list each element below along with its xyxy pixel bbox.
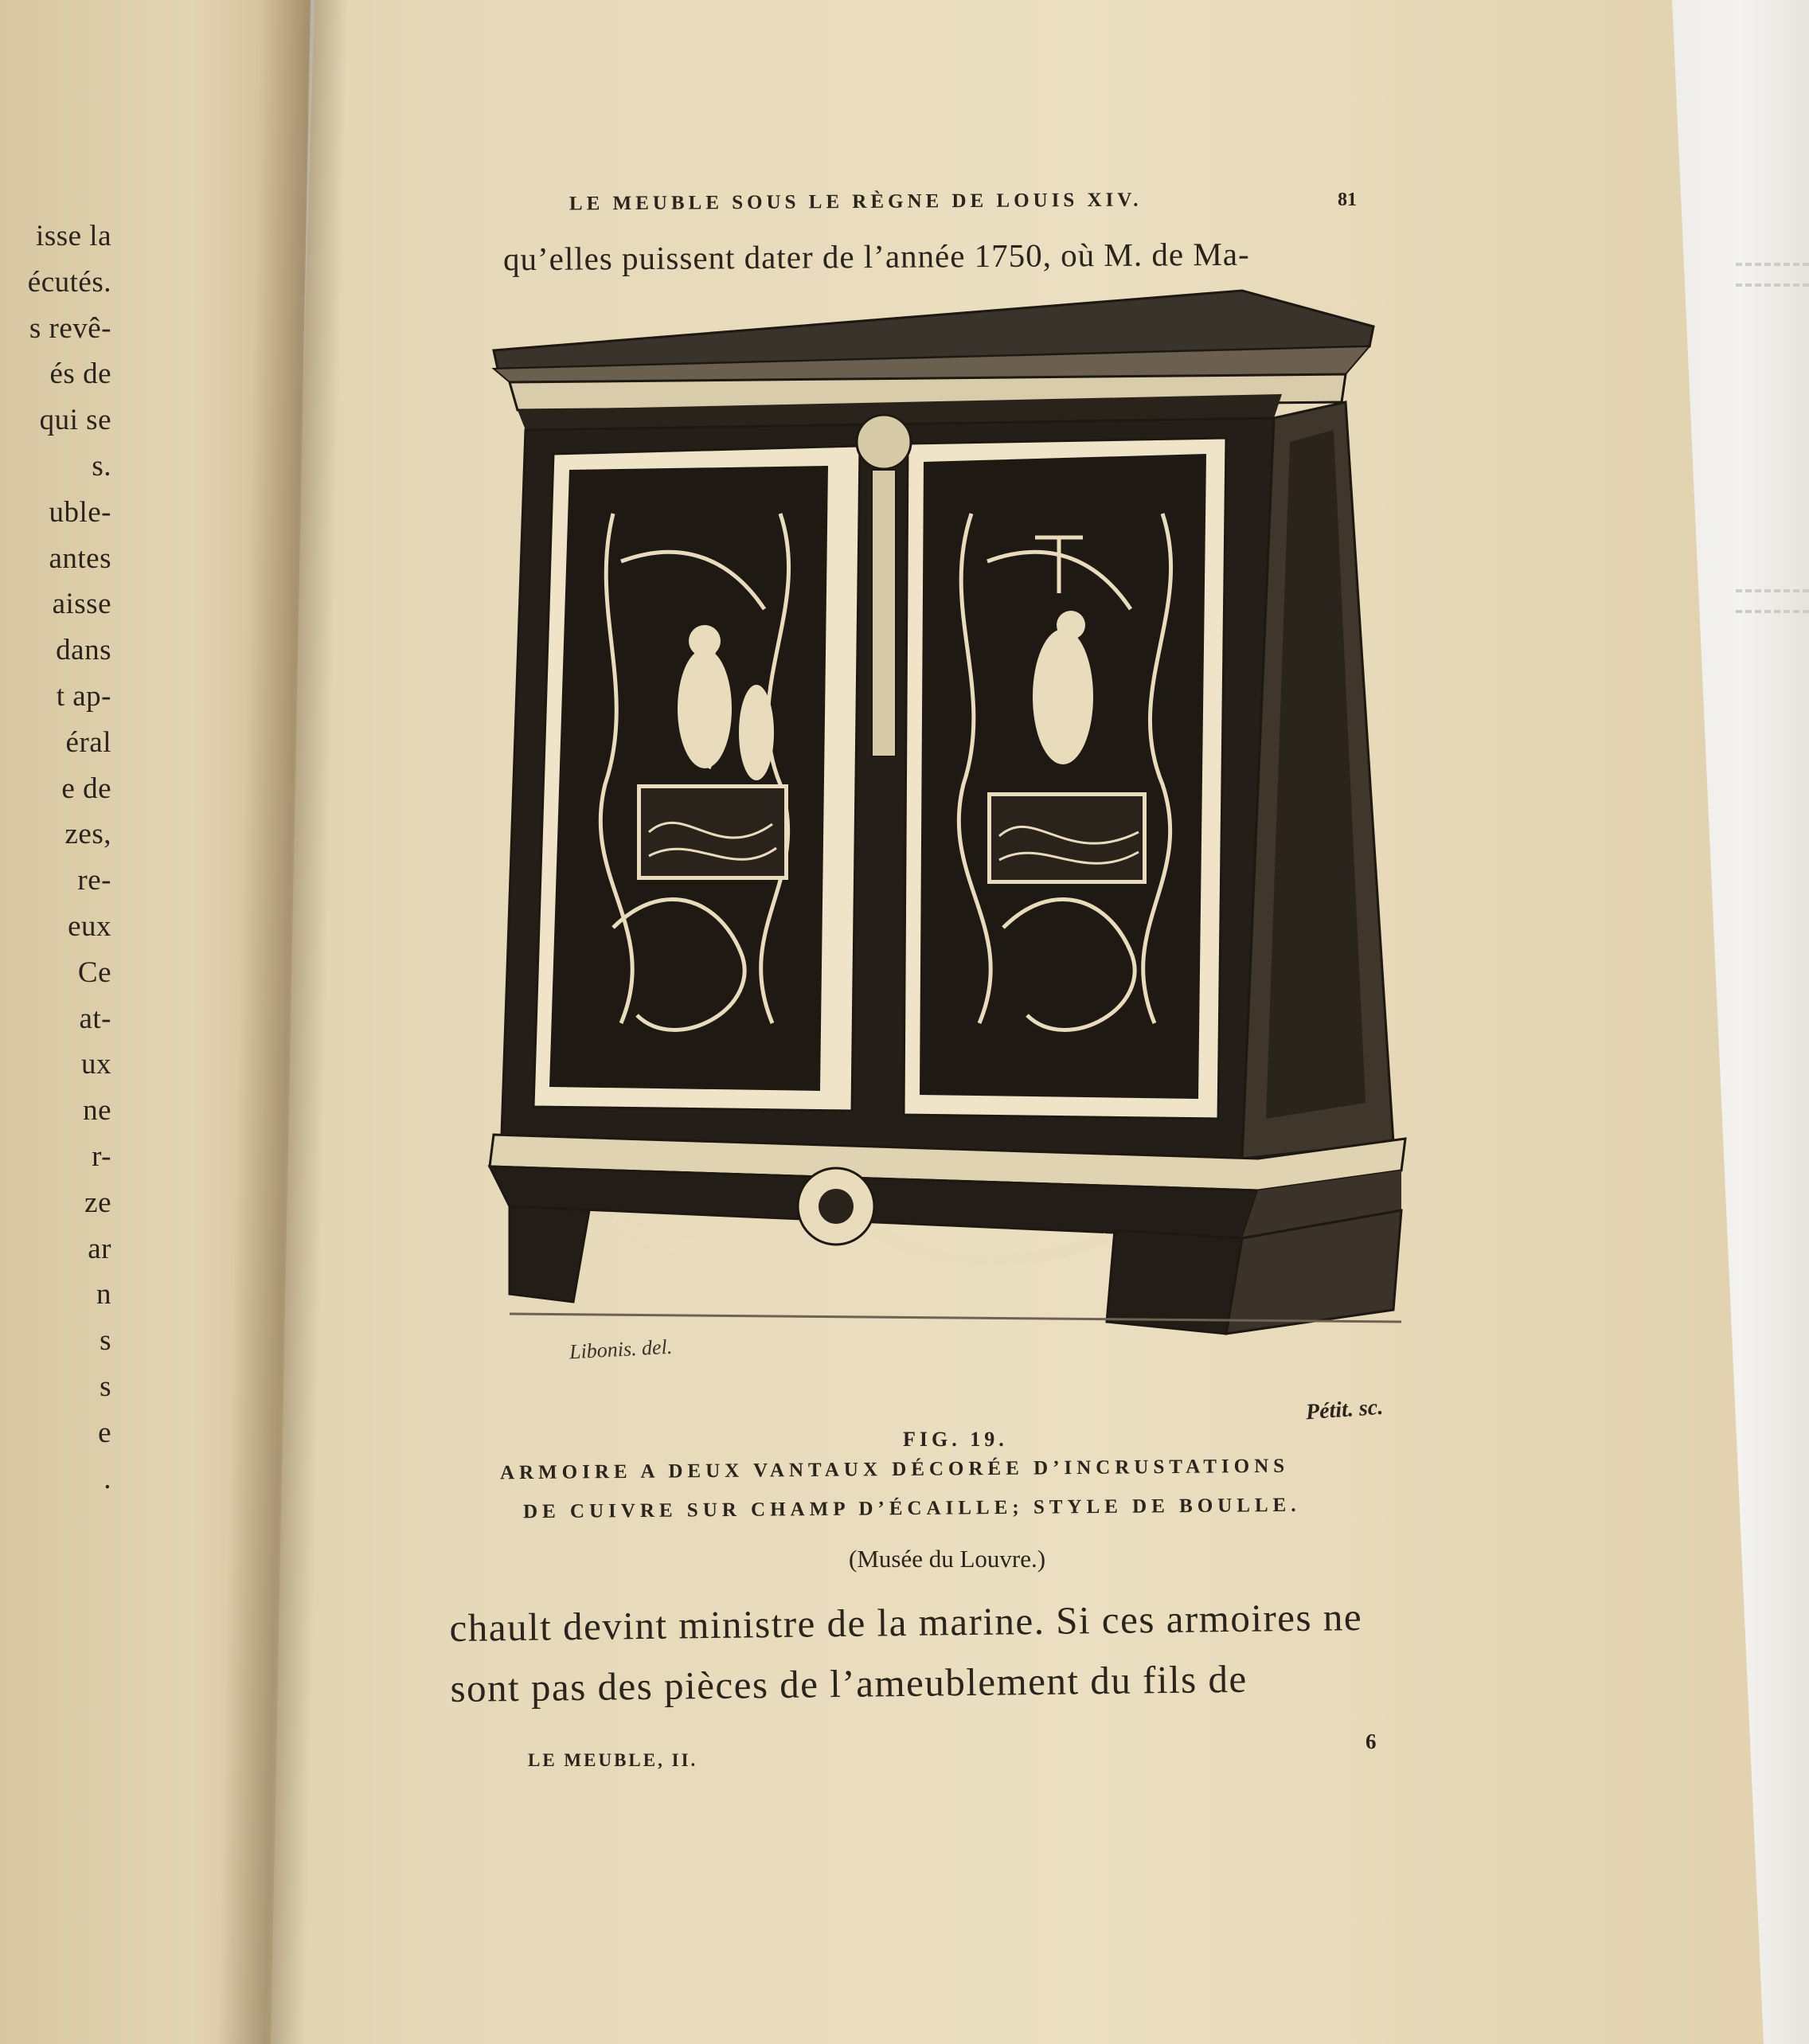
signature-number: 6 xyxy=(1366,1729,1377,1753)
figure-source: (Musée du Louvre.) xyxy=(849,1545,1046,1573)
left-line: ar xyxy=(88,1232,111,1265)
cloth-stitching xyxy=(1736,263,1809,287)
left-line: dans xyxy=(56,634,111,667)
left-line: s. xyxy=(92,449,111,483)
body-text xyxy=(449,1587,1363,1719)
left-line: eux xyxy=(68,909,111,943)
body-line: chault devint ministre de la marine. Si ces armoires ne xyxy=(449,1595,1363,1651)
figure-label: FIG. 19. xyxy=(903,1428,1008,1451)
left-line: e de xyxy=(61,772,111,805)
artist-signature: Libonis. del. xyxy=(568,1335,673,1364)
figure-caption-line-1: ARMOIRE A DEUX VANTAUX DÉCORÉE D’INCRUSTATIONS xyxy=(499,1455,1290,1484)
page-number: 81 xyxy=(1338,190,1357,210)
left-line: éral xyxy=(65,725,111,759)
left-line: ux xyxy=(81,1048,111,1081)
left-line: qui se xyxy=(39,404,111,437)
left-line: t ap- xyxy=(56,679,111,713)
body-first-line: qu’elles puissent dater de l’année 1750, où M. de Ma- xyxy=(502,235,1250,278)
left-line: r- xyxy=(92,1139,111,1173)
left-line: . xyxy=(104,1462,111,1495)
body-line: sont pas des pièces de l’ameublement du fils de xyxy=(450,1656,1248,1710)
left-line: antes xyxy=(49,541,111,575)
running-head: LE MEUBLE SOUS LE RÈGNE DE LOUIS XIV. xyxy=(568,189,1143,215)
left-line: ze xyxy=(84,1186,111,1219)
figure-caption-line-2: DE CUIVRE SUR CHAMP D’ÉCAILLE; STYLE DE BOULLE. xyxy=(522,1494,1301,1523)
left-page-text xyxy=(0,213,111,1502)
left-line: Ce xyxy=(77,956,111,989)
left-line: zes, xyxy=(64,818,111,851)
left-line: aisse xyxy=(52,588,111,621)
left-line: re- xyxy=(77,864,111,897)
signature-mark: LE MEUBLE, II. xyxy=(528,1750,698,1770)
left-line: at- xyxy=(79,1002,111,1035)
armoire-engraving xyxy=(478,275,1433,1421)
left-line: isse la xyxy=(36,220,111,252)
left-line: n xyxy=(96,1278,111,1311)
left-line: e xyxy=(98,1416,111,1449)
armoire-illustration xyxy=(478,275,1433,1421)
left-line: s xyxy=(100,1324,111,1358)
left-line: écutés. xyxy=(27,265,111,299)
engraver-signature: Pétit. sc. xyxy=(1305,1394,1385,1425)
left-line: s revê- xyxy=(29,311,111,345)
left-line: uble- xyxy=(49,495,111,529)
cloth-stitching xyxy=(1736,589,1809,613)
left-line: ne xyxy=(83,1094,111,1128)
left-line: s xyxy=(100,1370,111,1403)
left-line: és de xyxy=(49,358,111,391)
